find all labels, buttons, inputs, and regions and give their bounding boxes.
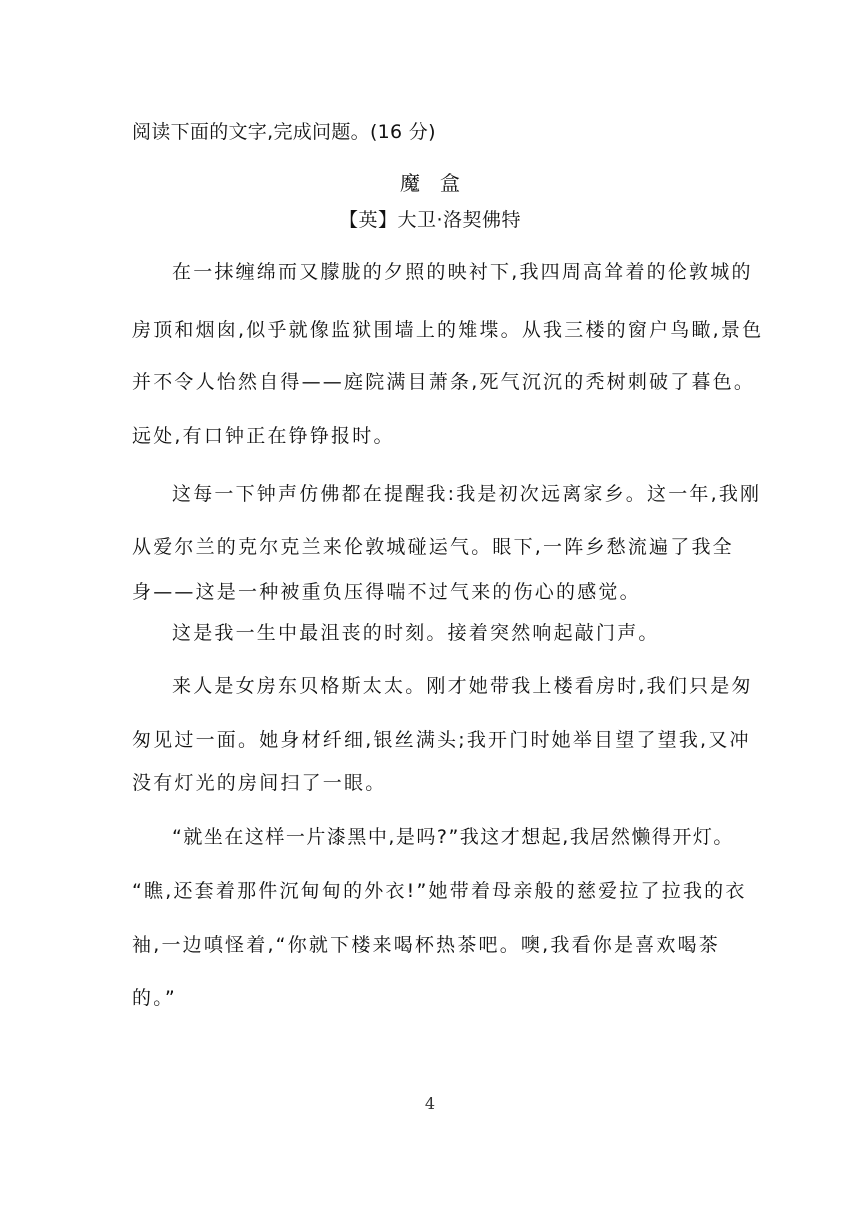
text-line: 房顶和烟囱,似乎就像监狱围墙上的雉堞。从我三楼的窗户鸟瞰,景色 (132, 319, 764, 341)
article-author: 【英】大卫·洛契佛特 (338, 209, 522, 231)
text-line: “瞧,还套着那件沉甸甸的外衣!”她带着母亲般的慈爱拉了拉我的衣 (132, 880, 747, 902)
text-line: “就坐在这样一片漆黑中,是吗?”我这才想起,我居然懒得开灯。 (172, 826, 734, 848)
text-line: 并不令人怡然自得——庭院满目萧条,死气沉沉的秃树刺破了暮色。 (132, 371, 756, 393)
question-instruction: 阅读下面的文字,完成问题。(16 分) (132, 121, 436, 143)
text-line: 在一抹缠绵而又朦胧的夕照的映衬下,我四周高耸着的伦敦城的 (172, 261, 753, 283)
text-line: 的。” (132, 987, 177, 1009)
text-line: 这是我一生中最沮丧的时刻。接着突然响起敲门声。 (172, 622, 660, 644)
text-line: 来人是女房东贝格斯太太。刚才她带我上楼看房时,我们只是匆 (172, 675, 753, 697)
text-line: 匆见过一面。她身材纤细,银丝满头;我开门时她举目望了望我,又冲 (132, 729, 751, 751)
text-line: 没有灯光的房间扫了一眼。 (132, 772, 387, 794)
article-title: 魔 盒 (400, 171, 460, 195)
text-line: 身——这是一种被重负压得喘不过气来的伤心的感觉。 (132, 581, 641, 603)
text-line: 这每一下钟声仿佛都在提醒我:我是初次远离家乡。这一年,我刚 (172, 483, 762, 505)
text-line: 远处,有口钟正在铮铮报时。 (132, 425, 395, 447)
page-number: 4 (424, 1094, 436, 1113)
text-line: 从爱尔兰的克尔克兰来伦敦城碰运气。眼下,一阵乡愁流遍了我全 (132, 536, 734, 558)
text-line: 袖,一边嗔怪着,“你就下楼来喝杯热茶吧。噢,我看你是喜欢喝茶 (132, 934, 720, 956)
